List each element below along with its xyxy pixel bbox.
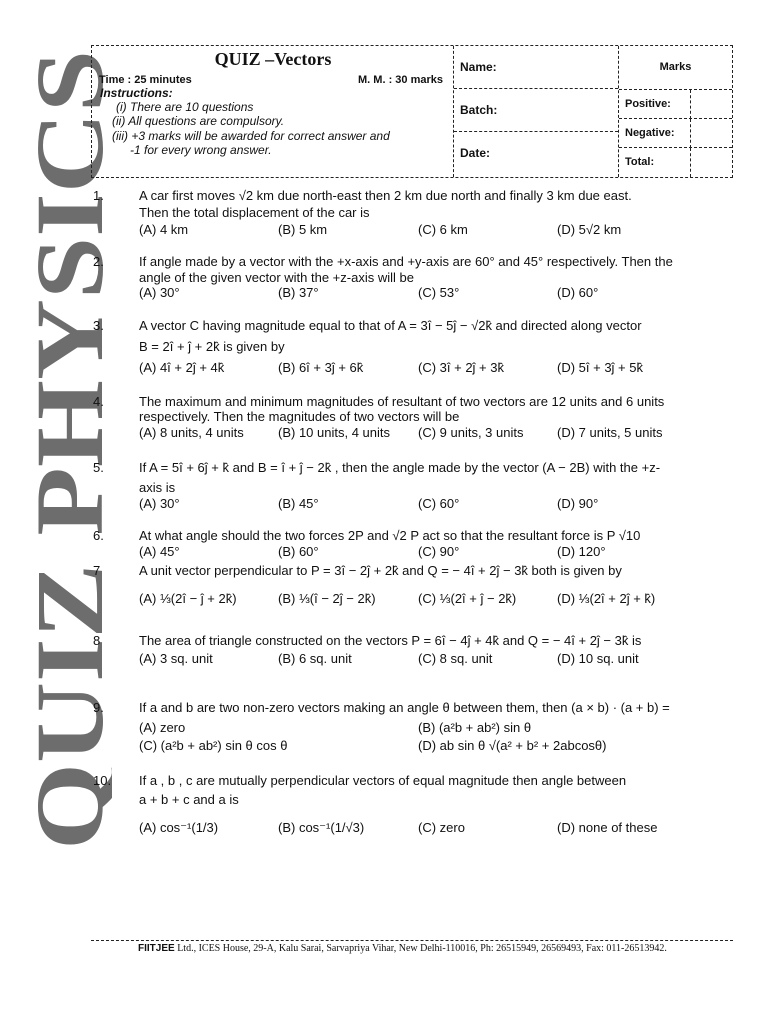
question-text-line: The maximum and minimum magnitudes of resultant of two vectors are 12 units and 6 units bbox=[139, 394, 665, 409]
option-d[interactable]: (D) 60° bbox=[557, 285, 599, 300]
question-number: 3. bbox=[93, 318, 104, 333]
question-text-line: If A = 5î + 6ĵ + k̂ and B = î + ĵ − 2k̂ , then the angle made by the vector (A − 2B) with the +z- bbox=[139, 460, 661, 475]
question-text-line: axis is bbox=[139, 480, 176, 495]
option-d[interactable]: (D) 5î + 3ĵ + 5k̂ bbox=[557, 360, 643, 375]
marks-positive-row bbox=[619, 90, 732, 119]
option-a[interactable]: (A) 45° bbox=[139, 544, 180, 559]
option-b[interactable]: (B) 5 km bbox=[278, 222, 328, 237]
option-c[interactable]: (C) 3î + 2ĵ + 3k̂ bbox=[418, 360, 504, 375]
option-d[interactable]: (D) 90° bbox=[557, 496, 599, 511]
marks-heading: Marks bbox=[619, 46, 732, 90]
option-c[interactable]: (C) 90° bbox=[418, 544, 460, 559]
max-marks: M. M. : 30 marks bbox=[358, 74, 443, 86]
option-a[interactable]: (A) zero bbox=[139, 720, 186, 735]
option-b[interactable]: (B) (a²b + ab²) sin θ bbox=[418, 720, 532, 735]
option-d[interactable]: (D) ⅓(2î + 2ĵ + k̂) bbox=[557, 591, 656, 606]
question-number: 2. bbox=[93, 254, 104, 269]
marks-table bbox=[619, 46, 732, 177]
instruction-3-cont: -1 for every wrong answer. bbox=[130, 143, 272, 157]
option-a[interactable]: (A) 4î + 2ĵ + 4k̂ bbox=[139, 360, 225, 375]
option-a[interactable]: (A) 8 units, 4 units bbox=[139, 425, 244, 440]
option-b[interactable]: (B) 10 units, 4 units bbox=[278, 425, 390, 440]
negative-label: Negative: bbox=[625, 127, 675, 139]
option-b[interactable]: (B) 6 sq. unit bbox=[278, 651, 352, 666]
quiz-title: QUIZ –Vectors bbox=[214, 49, 332, 69]
option-d[interactable]: (D) 5√2 km bbox=[557, 222, 622, 237]
question-text-line: A vector C having magnitude equal to that of A = 3î − 5ĵ − √2k̂ and directed along vector bbox=[139, 318, 642, 333]
question-text-line: angle of the given vector with the +z-axis will be bbox=[139, 270, 414, 285]
question-text-line: A car first moves √2 km due north-east then 2 km due north and finally 3 km due east. bbox=[139, 188, 632, 203]
marks-negative-row bbox=[619, 119, 732, 148]
option-a[interactable]: (A) cos⁻¹(1/3) bbox=[139, 820, 219, 835]
option-c[interactable]: (C) 60° bbox=[418, 496, 460, 511]
positive-value-cell[interactable] bbox=[690, 90, 732, 119]
option-c[interactable]: (C) (a²b + ab²) sin θ cos θ bbox=[139, 738, 288, 753]
option-c[interactable]: (C) 9 units, 3 units bbox=[418, 425, 524, 440]
date-field[interactable]: Date: bbox=[460, 146, 491, 160]
question-text-line: respectively. Then the magnitudes of two vectors will be bbox=[139, 409, 460, 424]
question-text-line: a + b + c and a is bbox=[139, 792, 239, 807]
question-text-line: The area of triangle constructed on the vectors P = 6î − 4ĵ + 4k̂ and Q = − 4î + 2ĵ − 3k̂ is bbox=[139, 633, 642, 648]
name-field[interactable]: Name: bbox=[454, 46, 618, 89]
question-text-line: Then the total displacement of the car is bbox=[139, 205, 370, 220]
question-text-line: If angle made by a vector with the +x-axis and +y-axis are 60° and 45° respectively. Then the bbox=[139, 254, 673, 269]
option-b[interactable]: (B) 37° bbox=[278, 285, 319, 300]
option-c[interactable]: (C) 53° bbox=[418, 285, 460, 300]
footer-address: Ltd., ICES House, 29-A, Kalu Sarai, Sarvapriya Vihar, New Delhi-110016, Ph: 26515949, 26569493, Fax: 011-26513942. bbox=[174, 943, 667, 954]
quiz-info bbox=[92, 46, 454, 177]
total-value-cell[interactable] bbox=[690, 148, 732, 177]
question-text-line: If a and b are two non-zero vectors making an angle θ between them, then (a × b) · (a + b) = bbox=[139, 700, 670, 715]
quiz-header bbox=[91, 45, 733, 178]
option-d[interactable]: (D) 10 sq. unit bbox=[557, 651, 639, 666]
question-number: 5. bbox=[93, 460, 104, 475]
question-number: 10. bbox=[93, 773, 112, 788]
option-b[interactable]: (B) cos⁻¹(1/√3) bbox=[278, 820, 365, 835]
positive-label: Positive: bbox=[625, 98, 671, 110]
instruction-3: (iii) +3 marks will be awarded for correct answer and bbox=[112, 129, 390, 143]
question-number: 7 bbox=[93, 563, 101, 578]
batch-field[interactable]: Batch: bbox=[454, 89, 618, 132]
option-c[interactable]: (C) 6 km bbox=[418, 222, 468, 237]
option-a[interactable]: (A) ⅓(2î − ĵ + 2k̂) bbox=[139, 591, 237, 606]
option-c[interactable]: (C) 8 sq. unit bbox=[418, 651, 493, 666]
option-b[interactable]: (B) ⅓(î − 2ĵ − 2k̂) bbox=[278, 591, 376, 606]
question-number: 9. bbox=[93, 700, 104, 715]
option-a[interactable]: (A) 30° bbox=[139, 285, 180, 300]
option-a[interactable]: (A) 4 km bbox=[139, 222, 189, 237]
option-b[interactable]: (B) 45° bbox=[278, 496, 319, 511]
question-number: 4. bbox=[93, 394, 104, 409]
option-c[interactable]: (C) zero bbox=[418, 820, 465, 835]
option-d[interactable]: (D) ab sin θ √(a² + b² + 2abcosθ) bbox=[418, 738, 607, 753]
time-limit: Time : 25 minutes bbox=[99, 74, 192, 86]
option-d[interactable]: (D) 120° bbox=[557, 544, 606, 559]
option-c[interactable]: (C) ⅓(2î + ĵ − 2k̂) bbox=[418, 591, 517, 606]
student-fields bbox=[454, 46, 619, 177]
side-title-text: QUIZ PHYSICS bbox=[22, 164, 112, 850]
option-a[interactable]: (A) 30° bbox=[139, 496, 180, 511]
question-text-line: B = 2î + ĵ + 2k̂ is given by bbox=[139, 339, 285, 354]
question-text-line: A unit vector perpendicular to P = 3î − 2ĵ + 2k̂ and Q = − 4î + 2ĵ − 3k̂ both is given by bbox=[139, 563, 622, 578]
question-number: 8 bbox=[93, 633, 101, 648]
option-b[interactable]: (B) 60° bbox=[278, 544, 319, 559]
marks-total-row bbox=[619, 148, 732, 177]
option-b[interactable]: (B) 6î + 3ĵ + 6k̂ bbox=[278, 360, 364, 375]
question-text-line: At what angle should the two forces 2P and √2 P act so that the resultant force is P √10 bbox=[139, 528, 641, 543]
instruction-1: (i) There are 10 questions bbox=[116, 100, 254, 114]
question-number: 1. bbox=[93, 188, 104, 203]
instruction-2: (ii) All questions are compulsory. bbox=[112, 114, 285, 128]
instructions-label: Instructions: bbox=[100, 86, 173, 100]
option-d[interactable]: (D) none of these bbox=[557, 820, 658, 835]
footer-brand: FIITJEE bbox=[138, 943, 175, 954]
option-d[interactable]: (D) 7 units, 5 units bbox=[557, 425, 663, 440]
footer-divider bbox=[91, 940, 733, 941]
total-label: Total: bbox=[625, 156, 655, 168]
question-number: 6. bbox=[93, 528, 104, 543]
negative-value-cell[interactable] bbox=[690, 119, 732, 148]
option-a[interactable]: (A) 3 sq. unit bbox=[139, 651, 213, 666]
question-text-line: If a , b , c are mutually perpendicular vectors of equal magnitude then angle between bbox=[139, 773, 627, 788]
footer bbox=[138, 943, 667, 954]
